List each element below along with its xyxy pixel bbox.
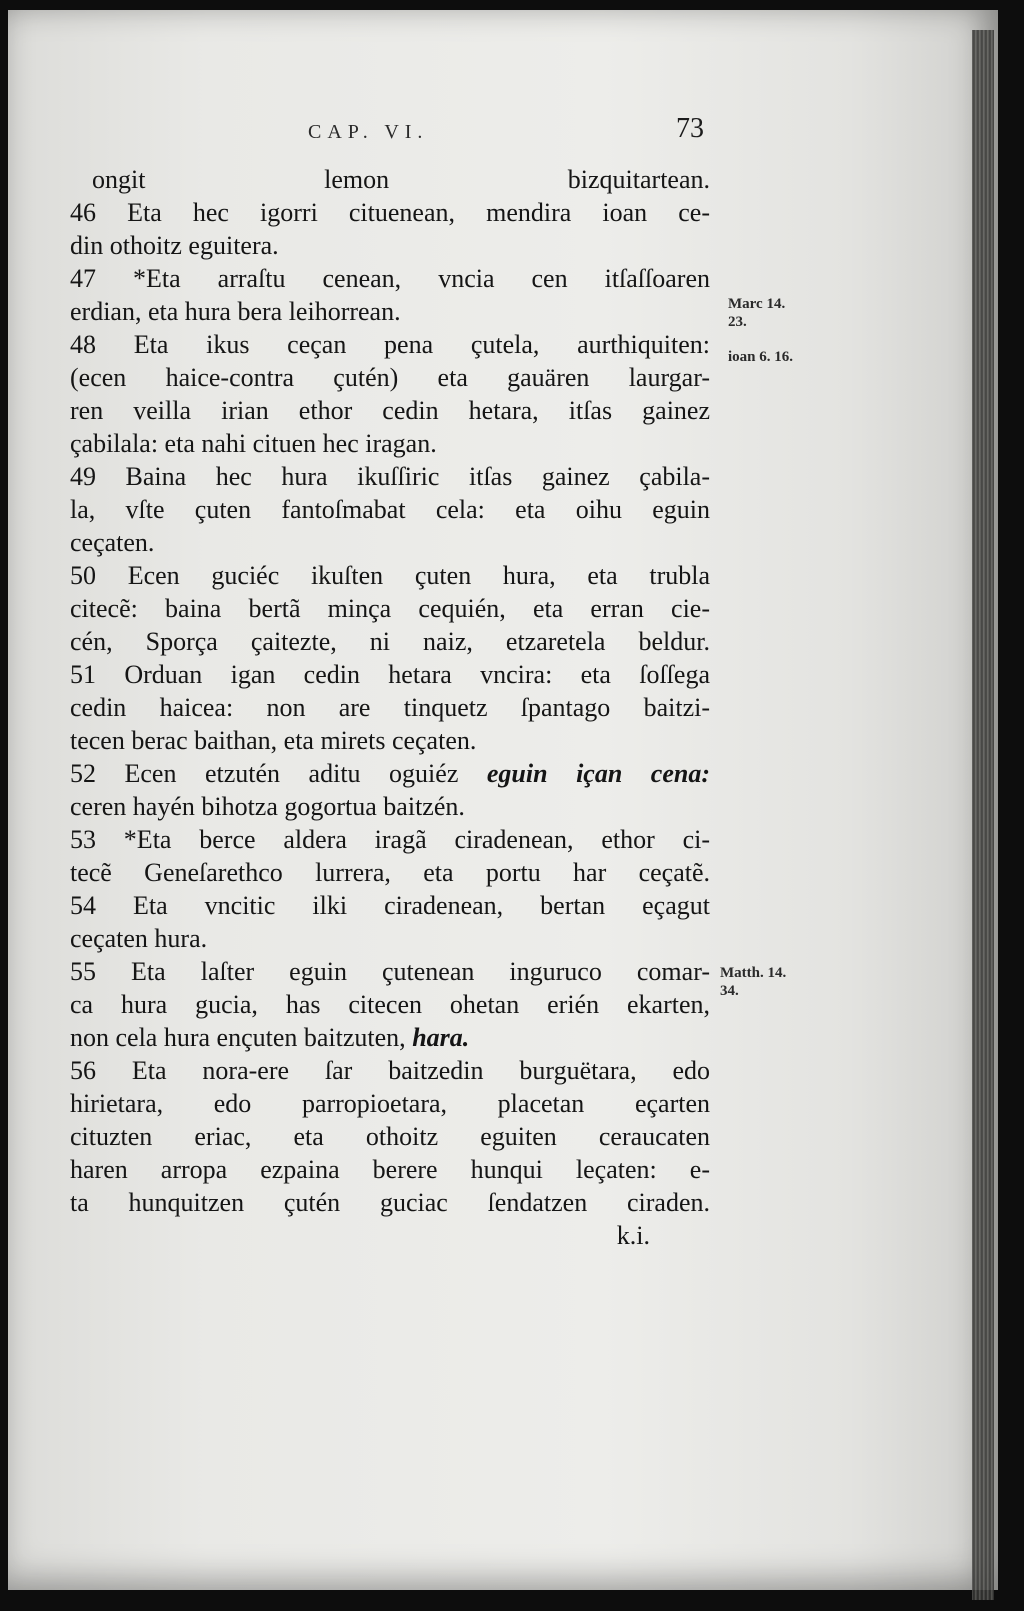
text-line: ceren hayén bihotza gogortua baitzén. [70, 792, 465, 821]
text-line: 50 Ecen guciéc ikuſten çuten hura, eta trubla [70, 561, 710, 590]
running-head: CAP. VI. [308, 121, 429, 143]
text-line-with-italic [70, 1021, 710, 1054]
text-line: cén, Sporça çaitezte, ni naiz, etzaretela beldur. [70, 627, 710, 656]
text-line: tecẽ Geneſarethco lurrera, eta portu har ceçatẽ. [70, 858, 710, 887]
text-line: tecen berac baithan, eta mirets ceçaten. [70, 726, 477, 755]
text-line: din othoitz eguitera. [70, 231, 279, 260]
text-segment: non cela hura ençuten baitzuten, [70, 1023, 406, 1052]
text-line: ceçaten hura. [70, 924, 208, 953]
italic-phrase: hara. [412, 1023, 470, 1052]
page-header [8, 113, 728, 153]
page-edge [972, 30, 994, 1600]
text-line: ren veilla irian ethor cedin hetara, itſas gainez [70, 396, 710, 425]
text-line: 47 *Eta arraſtu cenean, vncia cen itſaſſoaren [70, 264, 710, 293]
text-line: cituzten eriac, eta othoitz eguiten ceraucaten [70, 1122, 710, 1151]
italic-phrase: eguin içan cena: [486, 759, 710, 788]
text-line: citecẽ: baina bertã minça cequién, eta erran cie- [70, 594, 710, 623]
book-page [8, 10, 998, 1590]
text-line: 49 Baina hec hura ikuſſiric itſas gainez çabila- [70, 462, 710, 491]
text-line: 56 Eta nora-ere ſar baitzedin burguëtara, edo [70, 1056, 710, 1085]
margin-note-marc: Marc 14. 23. [728, 296, 786, 330]
text-line: 51 Orduan igan cedin hetara vncira: eta ſoſſega [70, 660, 710, 689]
text-line: la, vſte çuten fantoſmabat cela: eta oihu eguin [70, 495, 710, 524]
text-line: ceçaten. [70, 528, 155, 557]
body-text [70, 163, 710, 1252]
text-line: 46 Eta hec igorri cituenean, mendira ioan ce- [70, 198, 710, 227]
margin-note-ioan: ioan 6. 16. [728, 349, 794, 365]
text-line: hirietara, edo parropioetara, placetan eçarten [70, 1089, 710, 1118]
text-line: (ecen haice-contra çutén) eta gauären laurgar- [70, 363, 710, 392]
text-line: 48 Eta ikus ceçan pena çutela, aurthiquiten: [70, 330, 710, 359]
text-line: 55 Eta laſter eguin çutenean inguruco comar- [70, 957, 710, 986]
text-line: çabilala: eta nahi cituen hec iragan. [70, 429, 437, 458]
text-line: 54 Eta vncitic ilki ciradenean, bertan eçagut [70, 891, 710, 920]
text-line: ongit lemon bizquitartean. [92, 165, 710, 194]
margin-note-matth: Matth. 14. 34. [720, 965, 787, 999]
text-line: erdian, eta hura bera leihorrean. [70, 297, 401, 326]
text-line: ta hunquitzen çutén guciac ſendatzen ciraden. [70, 1188, 710, 1217]
text-line: ca hura gucia, has citecen ohetan erién ekarten, [70, 990, 710, 1019]
text-line: haren arropa ezpaina berere hunqui leçaten: e- [70, 1155, 710, 1184]
page-number: 73 [676, 113, 704, 144]
text-segment: 52 Ecen etzutén aditu oguiéz [70, 759, 459, 788]
catchword: k.i. [616, 1221, 650, 1250]
text-line: 53 *Eta berce aldera iragã ciradenean, ethor ci- [70, 825, 710, 854]
text-line-with-italic [70, 757, 710, 790]
text-line: cedin haicea: non are tinquetz ſpantago baitzi- [70, 693, 710, 722]
